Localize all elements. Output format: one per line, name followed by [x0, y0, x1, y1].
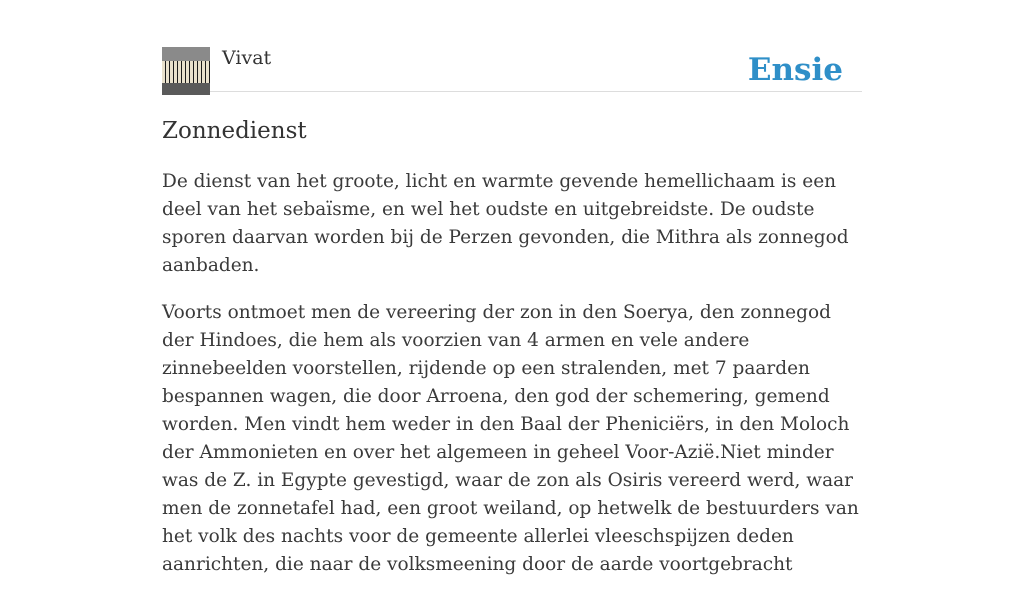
avatar[interactable]	[162, 47, 210, 95]
username-link[interactable]: Vivat	[222, 47, 272, 69]
article-paragraph: Voorts ontmoet men de vereering der zon in den Soerya, den zonnegod der Hindoes, die hem als voorzien van 4 armen en vele andere zinnebeelden voorstellen, rijdende op een stralenden, met 7 paarden bespannen wagen, die door Arroena, den god der schemering, gemend worden. Men vindt hem weder in den Baal der Pheniciërs, in den Moloch der Ammonieten en over het algemeen in geheel Voor-Azië.Niet minder was de Z. in Egypte gevestigd, waar de zon als Osiris vereerd werd, waar men de zonnetafel had, een groot weiland, op hetwelk de bestuurders van het volk des nachts voor de gemeente allerlei vleeschspijzen deden aanrichten, die naar de volksmeening door de aarde voortgebracht	[162, 302, 859, 575]
article-body	[162, 168, 862, 598]
avatar-shelf-bottom	[162, 83, 210, 95]
header	[162, 0, 862, 92]
article-title: Zonnedienst	[162, 118, 307, 144]
page	[162, 0, 862, 575]
article-paragraph: De dienst van het groote, licht en warmte gevende hemellichaam is een deel van het sebaïsme, en wel het oudste en uitgebreidste. De oudste sporen daarvan worden bij de Perzen gevonden, die Mithra als zonnegod aanbaden.	[162, 171, 849, 276]
avatar-books-image	[162, 61, 210, 83]
brand-logo-link[interactable]: Ensie	[747, 52, 843, 88]
avatar-shelf-top	[162, 47, 210, 61]
